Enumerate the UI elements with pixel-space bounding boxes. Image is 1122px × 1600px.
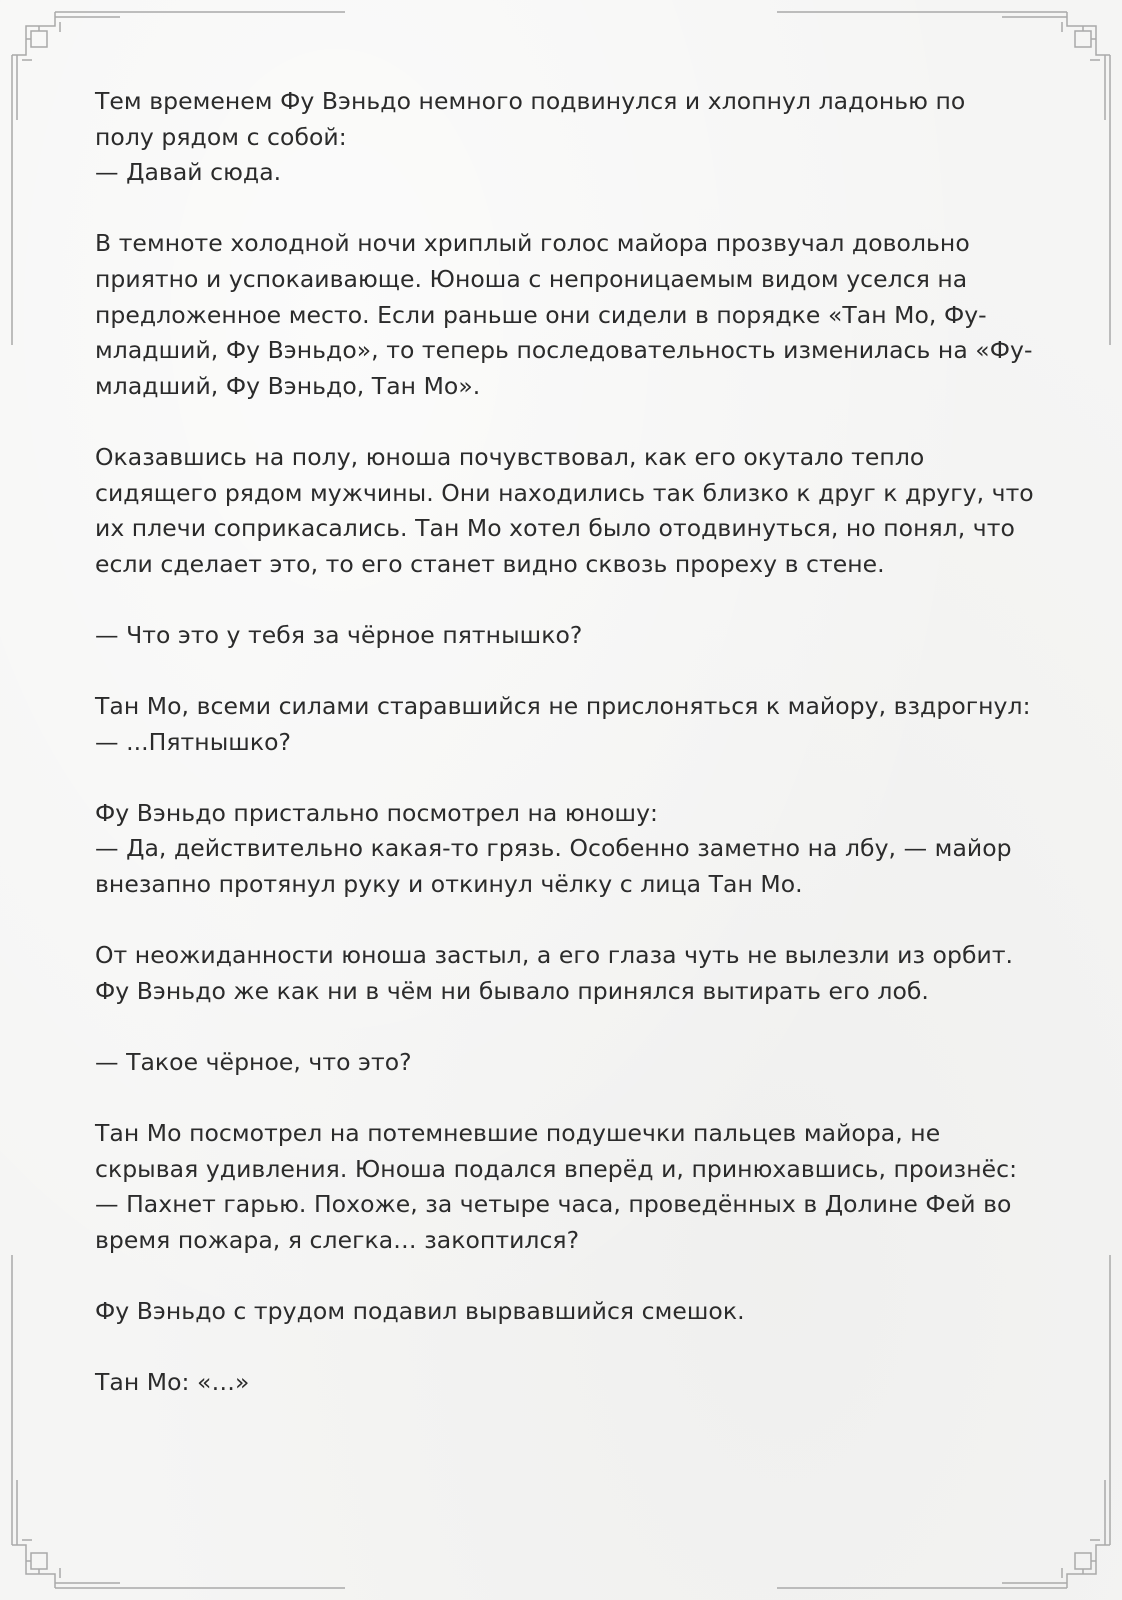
- text-line: Фу Вэньдо с трудом подавил вырвавшийся смешок.: [95, 1297, 745, 1326]
- text-line: — Что это у тебя за чёрное пятнышко?: [95, 620, 583, 649]
- text-line: предложенное место. Если раньше они сидели в порядке «Тан Мо, Фу-: [95, 300, 987, 329]
- paragraph: [95, 226, 1033, 404]
- text-line: — ...Пятнышко?: [95, 727, 292, 756]
- text-line: От неожиданности юноша застыл, а его глаза чуть не вылезли из орбит.: [95, 941, 1014, 970]
- text-line: Тан Мо: «…»: [95, 1368, 250, 1397]
- text-line: Фу Вэньдо же как ни в чём ни бывало принялся вытирать его лоб.: [95, 976, 929, 1005]
- paragraph: [95, 1116, 1025, 1258]
- text-line: время пожара, я слегка… закоптился?: [95, 1226, 580, 1254]
- paragraph: [95, 618, 1025, 654]
- paragraph: [95, 796, 1025, 903]
- text-line: полу рядом с собой:: [95, 122, 347, 151]
- paragraph: [95, 440, 1034, 582]
- text-line: — Давай сюда.: [95, 158, 282, 187]
- text-line: скрывая удивления. Юноша подался вперёд и, принюхавшись, произнёс:: [95, 1154, 1018, 1183]
- text-line: младший, Фу Вэньдо», то теперь последовательность изменилась на «Фу-: [95, 336, 1033, 365]
- text-line: Тем временем Фу Вэньдо немного подвинулся и хлопнул ладонью по: [95, 87, 966, 115]
- text-line: младший, Фу Вэньдо, Тан Мо».: [95, 371, 481, 400]
- story-text: [95, 84, 1034, 1437]
- paragraph: [95, 1365, 1025, 1401]
- paragraph: [95, 689, 1031, 760]
- text-line: Фу Вэньдо пристально посмотрел на юношу:: [95, 798, 658, 827]
- paragraph: [95, 1045, 1025, 1081]
- paragraph: [95, 1294, 1025, 1330]
- text-line: Оказавшись на полу, юноша почувствовал, как его окутало тепло: [95, 442, 925, 471]
- text-line: сидящего рядом мужчины. Они находились так близко к друг к другу, что: [95, 478, 1034, 507]
- text-line: Тан Мо, всеми силами старавшийся не прислоняться к майору, вздрогнул:: [95, 692, 1031, 721]
- text-line: внезапно протянул руку и откинул чёлку с лица Тан Мо.: [95, 870, 803, 899]
- text-line: приятно и успокаивающе. Юноша с непроницаемым видом уселся на: [95, 264, 968, 293]
- text-line: — Такое чёрное, что это?: [95, 1048, 412, 1077]
- text-line: В темноте холодной ночи хриплый голос майора прозвучал довольно: [95, 229, 970, 258]
- paragraph: [95, 84, 1025, 191]
- text-line: если сделает это, то его станет видно сквозь прореху в стене.: [95, 549, 885, 578]
- text-line: — Да, действительно какая-то грязь. Особенно заметно на лбу, — майор: [95, 834, 1012, 863]
- text-line: — Пахнет гарью. Похоже, за четыре часа, проведённых в Долине Фей во: [95, 1190, 1012, 1219]
- text-line: Тан Мо посмотрел на потемневшие подушечки пальцев майора, не: [95, 1119, 941, 1148]
- text-line: их плечи соприкасались. Тан Мо хотел было отодвинуться, но понял, что: [95, 514, 1015, 543]
- paragraph: [95, 938, 1025, 1009]
